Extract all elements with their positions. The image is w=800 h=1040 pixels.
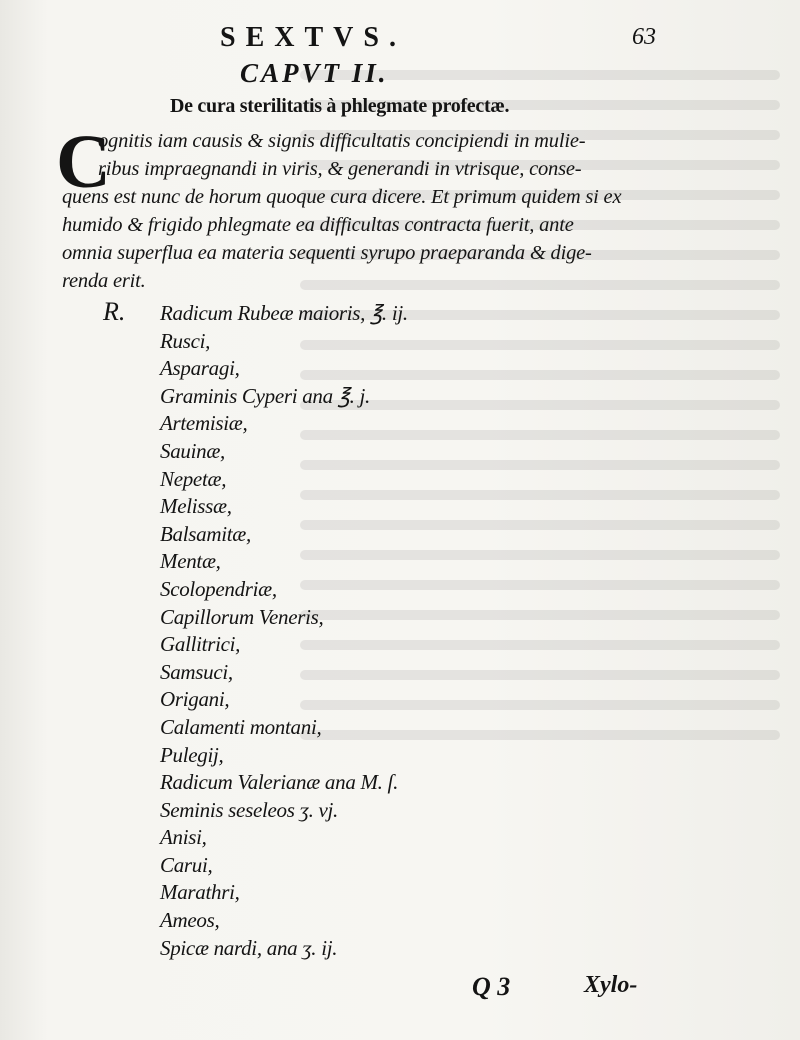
body-line: omnia superflua ea materia sequenti syrupo praeparanda & dige- [62, 242, 592, 264]
body-line: humido & frigido phlegmate ea difficultas contracta fuerit, ante [62, 214, 574, 236]
ingredient-item: Pulegij, [160, 742, 224, 767]
ingredient-item: Spicæ nardi, ana ʒ. ij. [160, 935, 338, 960]
ingredient-item: Nepetæ, [160, 466, 227, 491]
ingredient-item: Balsamitæ, [160, 521, 251, 546]
ingredient-item: Samsuci, [160, 659, 233, 684]
ingredient-item: Asparagi, [160, 356, 240, 381]
ingredient-item: Artemisiæ, [160, 411, 248, 436]
body-line: ognitis iam causis & signis difficultatis concipiendi in mulie- [98, 130, 586, 152]
body-line: renda erit. [62, 270, 146, 292]
ingredient-item: Scolopendriæ, [160, 576, 277, 601]
ingredient-item: Gallitrici, [160, 632, 241, 657]
ingredient-item: Mentæ, [160, 549, 221, 574]
drop-cap: C [56, 120, 111, 204]
ingredient-item: Sauinæ, [160, 438, 225, 463]
running-head: SEXTVS. [220, 22, 406, 53]
ingredient-item: Radicum Rubeæ maioris, ℥. ij. [160, 301, 408, 325]
ingredient-item: Marathri, [160, 880, 240, 905]
chapter-title: CAPVT II. [240, 58, 389, 88]
chapter-subtitle: De cura sterilitatis à phlegmate profectæ. [170, 95, 510, 117]
ingredient-item: Ameos, [160, 908, 220, 933]
body-line: quens est nunc de horum quoque cura dicere. Et primum quidem si ex [62, 186, 622, 208]
catchword: Xylo- [584, 972, 638, 998]
ingredient-item: Graminis Cyperi ana ℥. j. [160, 383, 370, 408]
ingredient-item: Calamenti montani, [160, 714, 322, 739]
ingredient-item: Anisi, [160, 825, 207, 850]
ingredient-item: Rusci, [160, 328, 211, 353]
ingredient-item: Origani, [160, 687, 230, 712]
recipe-symbol: R. [103, 297, 126, 326]
ingredient-item: Capillorum Veneris, [160, 604, 324, 629]
page-number: 63 [632, 24, 656, 50]
ingredient-list [160, 300, 408, 962]
signature-mark: Q 3 [472, 972, 511, 1001]
body-line: ribus impraegnandi in viris, & generandi in vtrisque, conse- [98, 158, 582, 180]
ingredient-item: Seminis seseleos ʒ. vj. [160, 797, 338, 822]
ingredient-item: Radicum Valerianæ ana M. ſ. [160, 770, 399, 795]
ingredient-item: Carui, [160, 852, 213, 877]
ingredient-item: Melissæ, [160, 494, 232, 519]
